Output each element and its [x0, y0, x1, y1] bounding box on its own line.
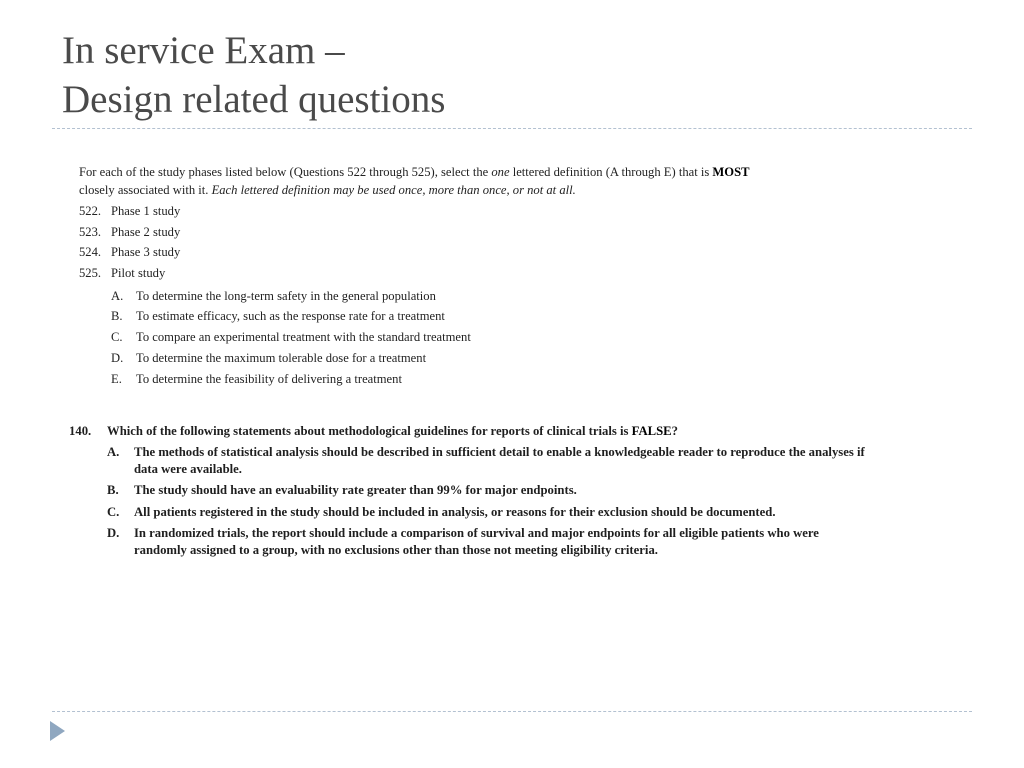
intro-text-3: closely associated with it.: [79, 183, 212, 197]
intro-one-emphasis: one: [491, 165, 510, 179]
intro-text-1: For each of the study phases listed below (Questions 522 through 525), select the: [79, 165, 492, 179]
question-item-525: [79, 263, 759, 284]
title-line-2: Design related questions: [62, 78, 446, 121]
question-140-block: [69, 421, 869, 563]
answer-options: [107, 444, 869, 558]
option-text: The methods of statistical analysis should be described in sufficient detail to enable a knowledgeable reader to reproduce the analyses if data were available.: [134, 445, 865, 476]
option-letter: E.: [111, 371, 122, 386]
definition-option-c: [111, 327, 759, 348]
option-letter: C.: [111, 330, 123, 345]
question-140-stem: [69, 421, 869, 441]
intro-instruction: Each lettered definition may be used once, more than once, or not at all.: [211, 183, 576, 197]
option-text: To estimate efficacy, such as the response rate for a treatment: [136, 309, 445, 324]
item-number: 524.: [79, 245, 102, 260]
question-item-523: [79, 222, 759, 243]
item-number: 523.: [79, 224, 102, 239]
definition-option-a: [111, 286, 759, 307]
stem-false-emphasis: FALSE: [631, 424, 672, 438]
item-text: Phase 3 study: [111, 245, 181, 260]
top-divider: [52, 128, 972, 129]
option-text: All patients registered in the study should be included in analysis, or reasons for their exclusion should be documented.: [134, 504, 776, 519]
slide-title: [62, 26, 445, 124]
bottom-divider: [52, 711, 972, 712]
item-text: Phase 2 study: [111, 224, 181, 239]
item-number: 522.: [79, 204, 102, 218]
item-text: Pilot study: [111, 266, 166, 281]
option-text: To determine the feasibility of delivering a treatment: [136, 371, 402, 386]
next-slide-arrow-icon[interactable]: [50, 721, 65, 741]
definition-option-e: [111, 369, 759, 390]
question-intro: [79, 163, 759, 199]
intro-most-emphasis: MOST: [712, 165, 750, 179]
definition-options: [111, 286, 759, 389]
question-number: 140.: [69, 424, 92, 438]
option-letter: D.: [107, 526, 120, 540]
question-522-525-block: [79, 163, 759, 389]
option-letter: B.: [107, 483, 119, 497]
question-item-524: [79, 242, 759, 263]
item-text: Phase 1 study: [111, 204, 181, 218]
option-text: In randomized trials, the report should include a comparison of survival and major endpoints for all eligible patients who were randomly assigned to a group, with no exclusions other than those not meeting eligibility criteria.: [134, 526, 819, 557]
option-letter: A.: [111, 288, 124, 303]
answer-option-d: [107, 525, 869, 558]
answer-option-c: [107, 504, 869, 521]
definition-option-b: [111, 306, 759, 327]
option-text: The study should have an evaluability rate greater than 99% for major endpoints.: [134, 483, 577, 497]
stem-text: Which of the following statements about methodological guidelines for reports of clinical trials is: [107, 424, 632, 438]
option-letter: A.: [107, 445, 120, 459]
option-text: To determine the maximum tolerable dose for a treatment: [136, 350, 427, 365]
answer-option-b: [107, 482, 869, 499]
question-item-522: [79, 201, 759, 222]
option-letter: B.: [111, 309, 123, 324]
item-number: 525.: [79, 266, 102, 281]
stem-end: ?: [671, 424, 678, 438]
definition-option-d: [111, 348, 759, 369]
option-letter: D.: [111, 350, 124, 365]
title-line-1: In service Exam –: [62, 29, 345, 72]
answer-option-a: [107, 444, 869, 477]
option-letter: C.: [107, 504, 120, 519]
intro-text-2: lettered definition (A through E) that is: [509, 165, 713, 179]
option-text: To compare an experimental treatment with the standard treatment: [136, 330, 471, 345]
option-text: To determine the long-term safety in the general population: [136, 288, 436, 303]
